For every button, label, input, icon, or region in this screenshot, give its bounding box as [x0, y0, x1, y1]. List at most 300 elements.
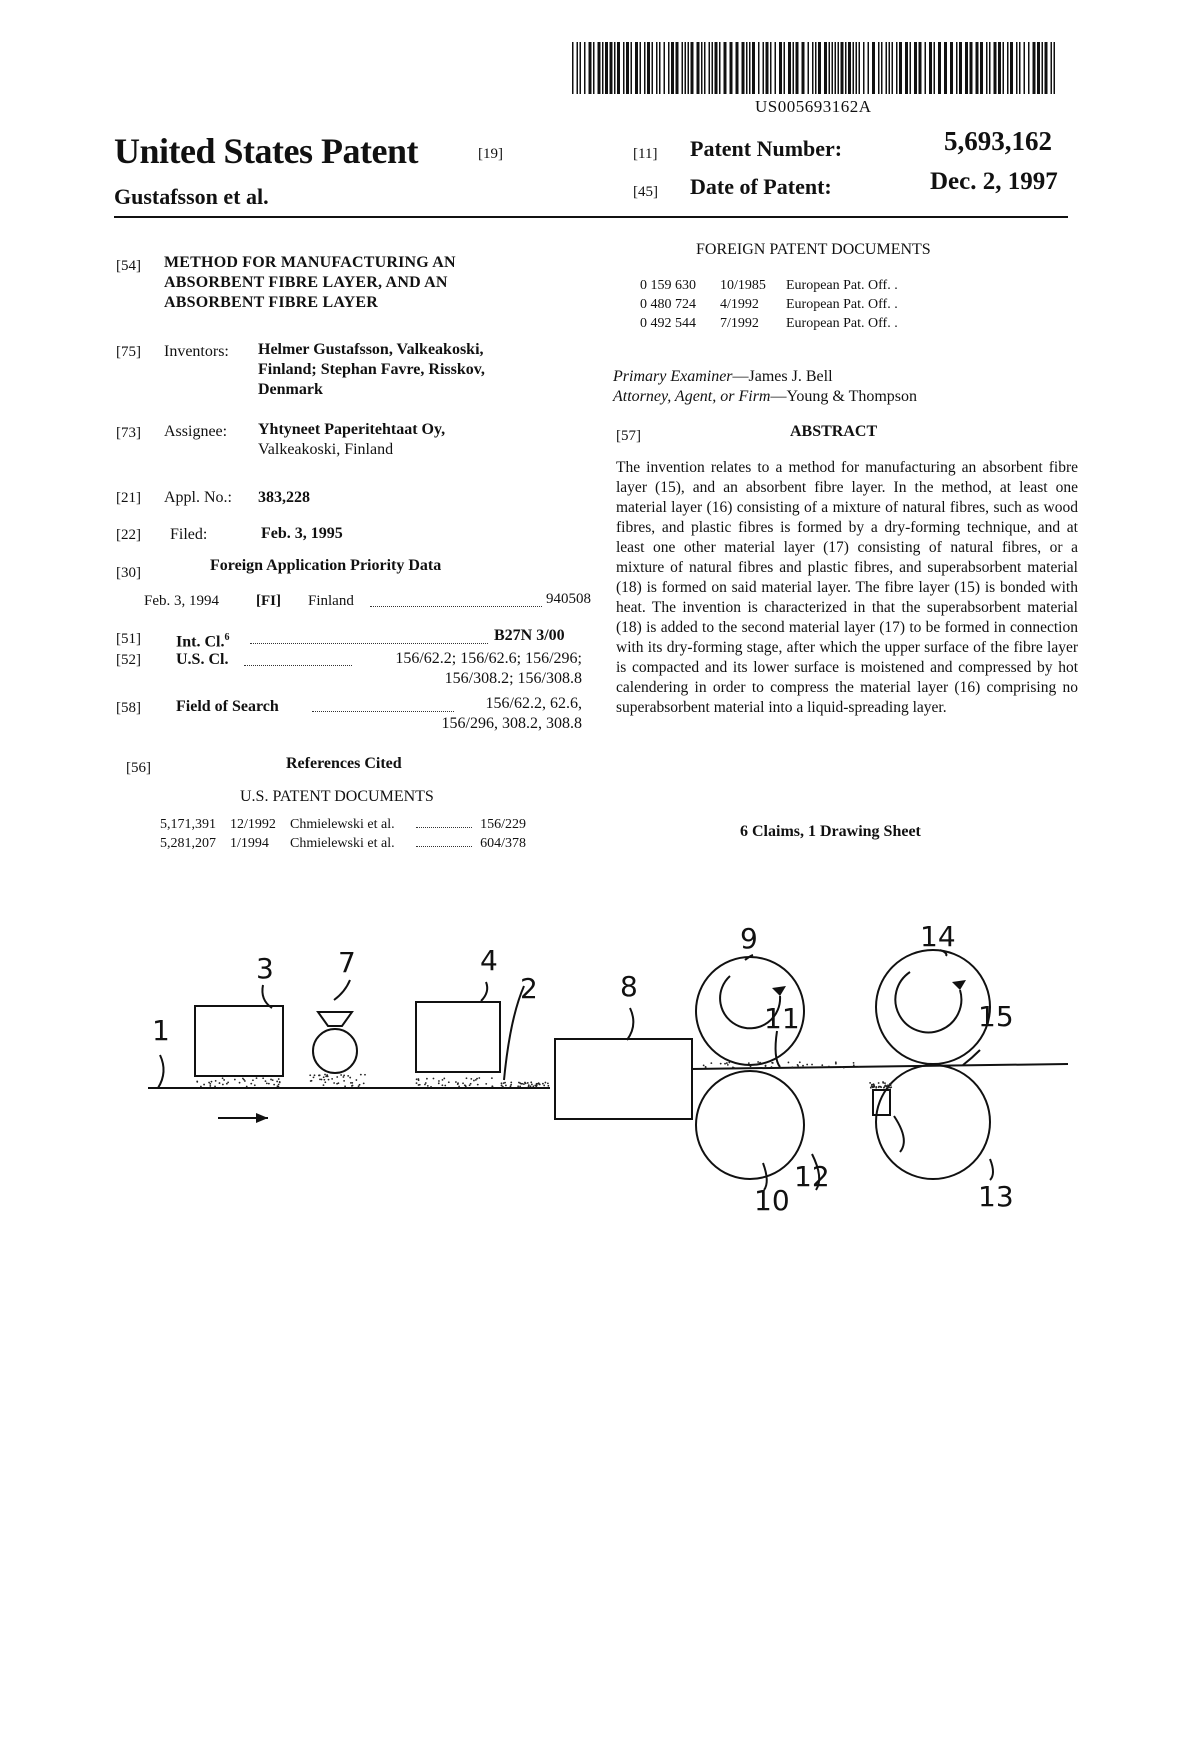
fibre-particle	[765, 1067, 767, 1069]
barcode-bar	[1003, 42, 1005, 94]
fibre-particle	[530, 1085, 532, 1087]
roll-10	[696, 1071, 804, 1179]
barcode-bar	[701, 42, 703, 94]
barcode-bar	[802, 42, 805, 94]
barcode-bar	[712, 42, 714, 94]
barcode-bar	[848, 42, 851, 94]
barcode-bar	[868, 42, 870, 94]
fibre-particle	[328, 1079, 330, 1081]
attorney-label: Attorney, Agent, or Firm	[613, 388, 771, 405]
fibre-particle	[325, 1075, 327, 1077]
barcode-bar	[584, 42, 586, 94]
fibre-particle	[222, 1077, 224, 1079]
primary-examiner	[613, 367, 833, 387]
fibre-particle	[505, 1085, 507, 1087]
foreign-doc-row	[640, 316, 898, 332]
foreign-doc-number: 0 159 630	[640, 278, 696, 293]
foreign-doc-number: 0 492 544	[640, 316, 696, 331]
barcode-bar	[626, 42, 629, 94]
us-doc-class: 604/378	[480, 836, 526, 851]
barcode-bar	[610, 42, 613, 94]
document-number: US005693162A	[755, 97, 872, 116]
fibre-particle	[543, 1085, 545, 1087]
barcode-bar	[886, 42, 888, 94]
label-4: 4	[480, 944, 498, 977]
filed-date: Feb. 3, 1995	[261, 525, 343, 542]
fibre-particle	[340, 1074, 342, 1076]
fibre-particle	[532, 1085, 534, 1087]
fibre-particle	[443, 1078, 445, 1080]
barcode-bar	[919, 42, 922, 94]
barcode-bar	[742, 42, 745, 94]
fibre-particle	[433, 1078, 435, 1080]
barcode-bar	[752, 42, 755, 94]
barcode-bar	[1007, 42, 1009, 94]
barcode-bar	[1045, 42, 1048, 94]
barcode-bar	[976, 42, 979, 94]
fibre-particle	[314, 1074, 316, 1076]
fibre-particle	[333, 1082, 335, 1084]
barcode-bar	[676, 42, 679, 94]
barcode-bar	[724, 42, 727, 94]
us-doc-date: 1/1994	[230, 836, 269, 851]
uscl-leader	[244, 665, 352, 666]
barcode-bar	[986, 42, 988, 94]
fibre-particle	[324, 1081, 326, 1083]
us-doc-number: 5,171,391	[160, 817, 216, 832]
fibre-particle	[510, 1084, 512, 1086]
fibre-particle	[710, 1062, 712, 1064]
header-rule	[114, 216, 1068, 218]
fibre-particle	[416, 1078, 418, 1080]
barcode-bar	[1010, 42, 1013, 94]
fibre-particle	[417, 1078, 419, 1080]
fibre-particle	[268, 1083, 270, 1085]
fibre-particle	[438, 1080, 440, 1082]
barcode-bar	[989, 42, 991, 94]
barcode-bar	[950, 42, 953, 94]
uscl-line-2: 156/308.2; 156/308.8	[444, 670, 582, 687]
fibre-particle	[466, 1077, 468, 1079]
fibre-particle	[502, 1086, 504, 1088]
barcode-bar	[730, 42, 733, 94]
fibre-particle	[351, 1082, 353, 1084]
fibre-particle	[324, 1074, 326, 1076]
patent-number-label: Patent Number:	[690, 136, 843, 161]
us-doc-name: Chmielewski et al.	[290, 817, 395, 832]
barcode-bar	[878, 42, 880, 94]
barcode-bar	[617, 42, 620, 94]
fibre-particle	[871, 1085, 873, 1087]
barcode-bar	[892, 42, 894, 94]
fibre-particle	[531, 1083, 533, 1085]
filed-code: [22]	[116, 527, 141, 543]
intcl-leader	[250, 643, 488, 644]
fibre-particle	[884, 1082, 886, 1084]
fibre-particle	[244, 1080, 246, 1082]
fibre-particle	[886, 1087, 888, 1089]
appl-code: [21]	[116, 490, 141, 506]
barcode-bar	[845, 42, 847, 94]
label-3: 3	[256, 952, 274, 985]
primary-examiner-name: —James J. Bell	[732, 368, 833, 385]
foreign-doc-date: 4/1992	[720, 297, 759, 312]
fibre-particle	[349, 1077, 351, 1079]
barcode-bar	[589, 42, 592, 94]
barcode-bar	[808, 42, 810, 94]
barcode-bar	[815, 42, 817, 94]
priority-country-code: [FI]	[256, 593, 281, 609]
fibre-particle	[547, 1082, 549, 1084]
fibre-particle	[254, 1084, 256, 1086]
label-8: 8	[620, 970, 638, 1003]
fibre-particle	[873, 1085, 875, 1087]
priority-heading: Foreign Application Priority Data	[210, 557, 442, 574]
fibre-particle	[234, 1079, 236, 1081]
us-doc-date: 12/1992	[230, 817, 276, 832]
fibre-particle	[273, 1084, 275, 1086]
barcode-bar	[704, 42, 706, 94]
fibre-particle	[889, 1084, 891, 1086]
label-12: 12	[794, 1160, 830, 1193]
authors: Gustafsson et al.	[114, 184, 269, 209]
barcode-bar	[736, 42, 739, 94]
fibre-particle	[424, 1084, 426, 1086]
fibre-particle	[869, 1082, 871, 1084]
process-drawing	[140, 900, 1080, 1230]
barcode-bar	[685, 42, 687, 94]
fibre-particle	[806, 1064, 808, 1066]
date-label: Date of Patent:	[690, 174, 832, 199]
claims-summary: 6 Claims, 1 Drawing Sheet	[740, 823, 921, 840]
barcode-bar	[652, 42, 654, 94]
fibre-particle	[870, 1087, 872, 1089]
fibre-particle	[319, 1074, 321, 1076]
barcode-bar	[605, 42, 608, 94]
fibre-particle	[728, 1062, 730, 1064]
intcl-label	[176, 628, 229, 652]
barcode-bar	[838, 42, 840, 94]
barcode-bar	[934, 42, 936, 94]
priority-leader	[370, 606, 542, 607]
process-diagram	[140, 900, 1080, 1230]
fibre-particle	[757, 1061, 759, 1063]
barcode-bar	[682, 42, 684, 94]
assignee-code: [73]	[116, 425, 141, 441]
fibre-particle	[430, 1086, 432, 1088]
barcode-bar	[965, 42, 968, 94]
label-15: 15	[978, 1000, 1014, 1033]
patent-number-code: [11]	[633, 146, 658, 162]
foreign-doc-row	[640, 278, 898, 294]
fibre-particle	[835, 1063, 837, 1065]
patent-date: Dec. 2, 1997	[930, 168, 1058, 195]
fibre-particle	[726, 1062, 728, 1064]
fibre-particle	[344, 1085, 346, 1087]
barcode-bar	[709, 42, 711, 94]
barcode	[572, 42, 1058, 94]
invention-title-line: METHOD FOR MANUFACTURING AN	[164, 254, 456, 271]
barcode-bar	[770, 42, 772, 94]
fibre-particle	[358, 1085, 360, 1087]
intcl-label-text: Int. Cl.	[176, 633, 225, 651]
fibre-particle	[209, 1085, 211, 1087]
fibre-particle	[343, 1076, 345, 1078]
patent-number: 5,693,162	[944, 126, 1052, 156]
barcode-bar	[881, 42, 883, 94]
intcl-superscript: 6	[224, 632, 230, 643]
fibre-particle	[457, 1082, 459, 1084]
fibre-particle	[547, 1085, 549, 1087]
barcode-bar	[719, 42, 721, 94]
fibre-particle	[438, 1082, 440, 1084]
barcode-bar	[593, 42, 595, 94]
field-label: Field of Search	[176, 698, 279, 715]
intcl-value: B27N 3/00	[494, 627, 565, 644]
foreign-doc-office: European Pat. Off. .	[786, 316, 898, 331]
fibre-particle	[278, 1084, 280, 1086]
us-doc-number: 5,281,207	[160, 836, 216, 851]
fibre-particle	[239, 1082, 241, 1084]
inventors-line: Denmark	[258, 381, 323, 398]
fibre-particle	[887, 1084, 889, 1086]
refs-heading: References Cited	[286, 755, 402, 772]
fibre-particle	[478, 1077, 480, 1079]
barcode-bar	[841, 42, 844, 94]
barcode-bar	[715, 42, 718, 94]
fibre-particle	[788, 1062, 790, 1064]
fibre-particle	[208, 1082, 210, 1084]
fibre-particle	[476, 1078, 478, 1080]
fibre-particle	[441, 1084, 443, 1086]
fibre-particle	[223, 1079, 225, 1081]
barcode-bar	[959, 42, 962, 94]
fibre-particle	[879, 1086, 881, 1088]
fibre-particle	[219, 1082, 221, 1084]
assignee-label: Assignee:	[164, 423, 228, 440]
barcode-bar	[905, 42, 908, 94]
barcode-bar	[829, 42, 831, 94]
fibre-particle	[528, 1084, 530, 1086]
fibre-particle	[703, 1064, 705, 1066]
foreign-doc-office: European Pat. Off. .	[786, 297, 898, 312]
fibre-particle	[256, 1077, 258, 1079]
fibre-particle	[510, 1082, 512, 1084]
barcode-bar	[635, 42, 638, 94]
barcode-bar	[1042, 42, 1044, 94]
priority-country: Finland	[308, 593, 354, 609]
barcode-bar	[899, 42, 902, 94]
fibre-particle	[748, 1062, 750, 1064]
fibre-particle	[425, 1082, 427, 1084]
fibre-particle	[455, 1081, 457, 1083]
barcode-bar	[1019, 42, 1021, 94]
fibre-particle	[469, 1084, 471, 1086]
fibre-particles	[196, 1061, 892, 1089]
roll-14-arrow	[895, 972, 961, 1032]
barcode-bar	[614, 42, 616, 94]
fibre-particle	[214, 1085, 216, 1087]
fibre-particle	[727, 1064, 729, 1066]
fibre-particle	[875, 1086, 877, 1088]
barcode-bar	[664, 42, 666, 94]
barcode-bar	[1054, 42, 1056, 94]
uscl-label: U.S. Cl.	[176, 651, 229, 668]
unit-8	[555, 1039, 692, 1119]
fibre-particle	[871, 1084, 873, 1086]
fibre-particle	[771, 1062, 773, 1064]
fibre-particle	[510, 1085, 512, 1087]
priority-number: 940508	[546, 591, 591, 607]
fibre-particle	[336, 1076, 338, 1078]
fibre-particle	[523, 1083, 525, 1085]
fibre-particle	[313, 1076, 315, 1078]
foreign-doc-date: 10/1985	[720, 278, 766, 293]
fibre-particle	[542, 1083, 544, 1085]
priority-code: [30]	[116, 565, 141, 581]
fibre-particle	[211, 1081, 213, 1083]
barcode-bar	[1051, 42, 1053, 94]
fibre-particle	[427, 1085, 429, 1087]
fibre-particle	[203, 1084, 205, 1086]
fibre-particle	[888, 1086, 890, 1088]
fibre-particle	[828, 1066, 830, 1068]
label-10: 10	[754, 1184, 790, 1217]
barcode-bar	[775, 42, 777, 94]
intcl-code: [51]	[116, 631, 141, 647]
barcode-bar	[980, 42, 983, 94]
label-1: 1	[152, 1014, 170, 1047]
barcode-bar	[1016, 42, 1018, 94]
abstract-heading: ABSTRACT	[790, 423, 878, 440]
fibre-particle	[811, 1064, 813, 1066]
fibre-particle	[470, 1083, 472, 1085]
barcode-bar	[793, 42, 795, 94]
barcode-bar	[668, 42, 670, 94]
feeder-hopper-7	[318, 1012, 352, 1026]
inventors	[258, 340, 485, 400]
fibre-particle	[791, 1066, 793, 1068]
us-doc-row	[160, 817, 526, 833]
inventors-code: [75]	[116, 344, 141, 360]
title-code-54: [54]	[116, 258, 141, 274]
fibre-particle	[343, 1080, 345, 1082]
fibre-particle	[252, 1079, 254, 1081]
barcode-bar	[659, 42, 661, 94]
fibre-particle	[200, 1086, 202, 1088]
fibre-particle	[310, 1080, 312, 1082]
us-doc-class: 156/229	[480, 817, 526, 832]
label-7: 7	[338, 946, 356, 979]
barcode-bar	[818, 42, 821, 94]
fibre-particle	[319, 1079, 321, 1081]
barcode-bar	[863, 42, 865, 94]
fibre-particle	[266, 1082, 268, 1084]
fibre-particle	[364, 1074, 366, 1076]
fibre-particle	[535, 1086, 537, 1088]
barcode-bar	[1024, 42, 1026, 94]
fibre-particle	[477, 1084, 479, 1086]
fibre-particle	[759, 1062, 761, 1064]
barcode-bar	[832, 42, 834, 94]
fibre-particle	[797, 1065, 799, 1067]
field-line-2: 156/296, 308.2, 308.8	[441, 715, 582, 732]
fibre-particle	[355, 1079, 357, 1081]
fibre-particle	[519, 1082, 521, 1084]
fibre-particle	[732, 1067, 734, 1069]
barcode-bar	[758, 42, 760, 94]
primary-examiner-label: Primary Examiner	[613, 368, 733, 385]
fibre-particle	[246, 1086, 248, 1088]
barcode-bar	[889, 42, 891, 94]
fibre-particle	[426, 1078, 428, 1080]
barcode-bar	[796, 42, 799, 94]
barcode-bar	[656, 42, 658, 94]
fibre-particle	[347, 1075, 349, 1077]
barcode-bar	[1033, 42, 1036, 94]
fibre-particle	[853, 1062, 855, 1064]
invention-title-line: ABSORBENT FIBRE LAYER, AND AN	[164, 274, 448, 291]
barcode-bar	[835, 42, 837, 94]
fibre-particle	[878, 1082, 880, 1084]
field-code: [58]	[116, 700, 141, 716]
foreign-doc-row	[640, 297, 898, 313]
fibre-particle	[485, 1083, 487, 1085]
invention-title	[164, 253, 456, 313]
fibre-particle	[272, 1079, 274, 1081]
uscl-code: [52]	[116, 652, 141, 668]
barcode-bar	[644, 42, 646, 94]
fibre-particle	[755, 1064, 757, 1066]
fibre-particle	[858, 1066, 860, 1068]
fibre-particle	[323, 1079, 325, 1081]
fibre-particle	[278, 1078, 280, 1080]
barcode-bar	[956, 42, 958, 94]
appl-label: Appl. No.:	[164, 489, 232, 506]
fibre-particle	[416, 1082, 418, 1084]
fibre-particle	[537, 1083, 539, 1085]
barcode-bar	[763, 42, 765, 94]
label-2: 2	[520, 972, 538, 1005]
barcode-bar	[929, 42, 932, 94]
fibre-particle	[501, 1082, 503, 1084]
fibre-particle	[530, 1081, 532, 1083]
fibre-particle	[882, 1082, 884, 1084]
barcode-bar	[688, 42, 690, 94]
uscl-line-1: 156/62.2; 156/62.6; 156/296;	[395, 650, 582, 667]
barcode-bar	[784, 42, 786, 94]
roll-14	[876, 950, 990, 1064]
fibre-particle	[209, 1083, 211, 1085]
barcode-bar	[824, 42, 827, 94]
inventors-line: Finland; Stephan Favre, Risskov,	[258, 361, 485, 378]
fibre-particle	[196, 1081, 198, 1083]
barcode-bar	[602, 42, 604, 94]
fibre-particle	[503, 1082, 505, 1084]
fibre-particle	[765, 1065, 767, 1067]
barcode-bar	[647, 42, 650, 94]
foreign-docs-heading: FOREIGN PATENT DOCUMENTS	[696, 241, 931, 258]
assignee-line: Yhtyneet Paperitehtaat Oy,	[258, 421, 446, 438]
direction-arrowhead	[256, 980, 966, 1123]
foreign-doc-number: 0 480 724	[640, 297, 696, 312]
fibre-particle	[323, 1076, 325, 1078]
field-line-1: 156/62.2, 62.6,	[485, 695, 582, 712]
barcode-bar	[746, 42, 748, 94]
fibre-particle	[885, 1085, 887, 1087]
fibre-particle	[363, 1082, 365, 1084]
fibre-particle	[242, 1078, 244, 1080]
